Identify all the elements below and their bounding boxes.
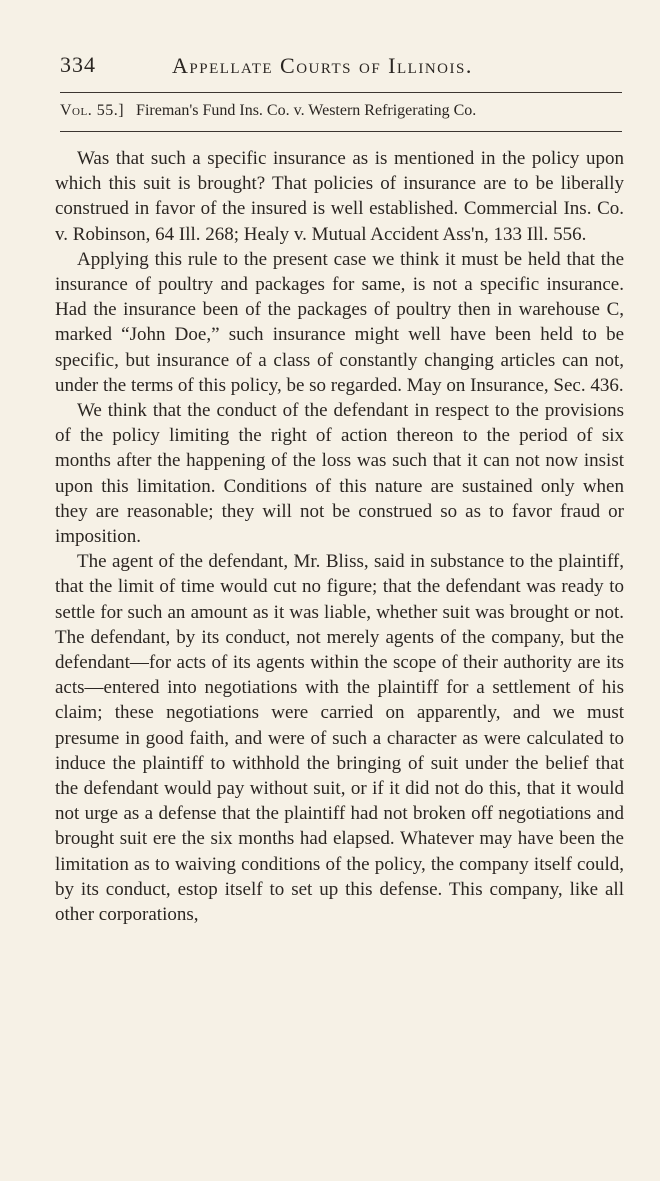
header-rule-bottom [60,131,622,132]
case-header [60,102,626,120]
volume-label: Vol. 55.] [60,102,125,119]
header-rule-top [60,92,622,93]
paragraph: We think that the conduct of the defendant in respect to the provisions of the policy limiting the right of action thereon to the period of six months after the happening of the loss was such that it can not now insist upon this limitation. Conditions of this nature are sustained only when they are reasonable; they will not be construed so as to favor fraud or imposition. [55,400,624,548]
paragraph: Applying this rule to the present case we think it must be held that the insurance of poultry and packages for same, is not a specific insurance. Had the insurance been of the packages of poultry then in warehouse C, marked “John Doe,” such insurance might well have been held to be specific, but insurance of a class of constantly changing articles can not, under the terms of this policy, be so regarded. May on Insurance, Sec. 436. [55,248,624,396]
running-title: Appellate Courts of Illinois. [172,53,473,78]
body-text [55,146,624,927]
page-number: 334 [60,52,96,77]
paragraph: The agent of the defendant, Mr. Bliss, said in substance to the plaintiff, that the limit of time would cut no figure; that the defendant was ready to settle for such an amount as it was liable, whether suit was brought or not. The defendant, by its conduct, not merely agents of the company, but the defendant—for acts of its agents within the scope of their authority are its acts—entered into negotiations with the plaintiff for a settlement of his claim; these negotiations were carried on apparently, and we must presume in good faith, and were of such a character as were calculated to induce the plaintiff to withhold the bringing of suit under the belief that the defendant would pay without suit, or if it did not do this, that it would not urge as a defense that the plaintiff had not broken off negotiations and brought suit ere the six months had elapsed. Whatever may have been the limitation as to waiving conditions of the policy, the company itself could, by its conduct, estop itself to set up this defense. This company, like all other corporations, [55,551,624,926]
running-head [60,52,625,82]
case-title: Fireman's Fund Ins. Co. v. Western Refrigerating Co. [136,102,477,119]
paragraph: Was that such a specific insurance as is mentioned in the policy upon which this suit is brought? That policies of insurance are to be liberally construed in favor of the insured is well established. Commercial Ins. Co. v. Robinson, 64 Ill. 268; Healy v. Mutual Accident Ass'n, 133 Ill. 556. [55,148,624,245]
